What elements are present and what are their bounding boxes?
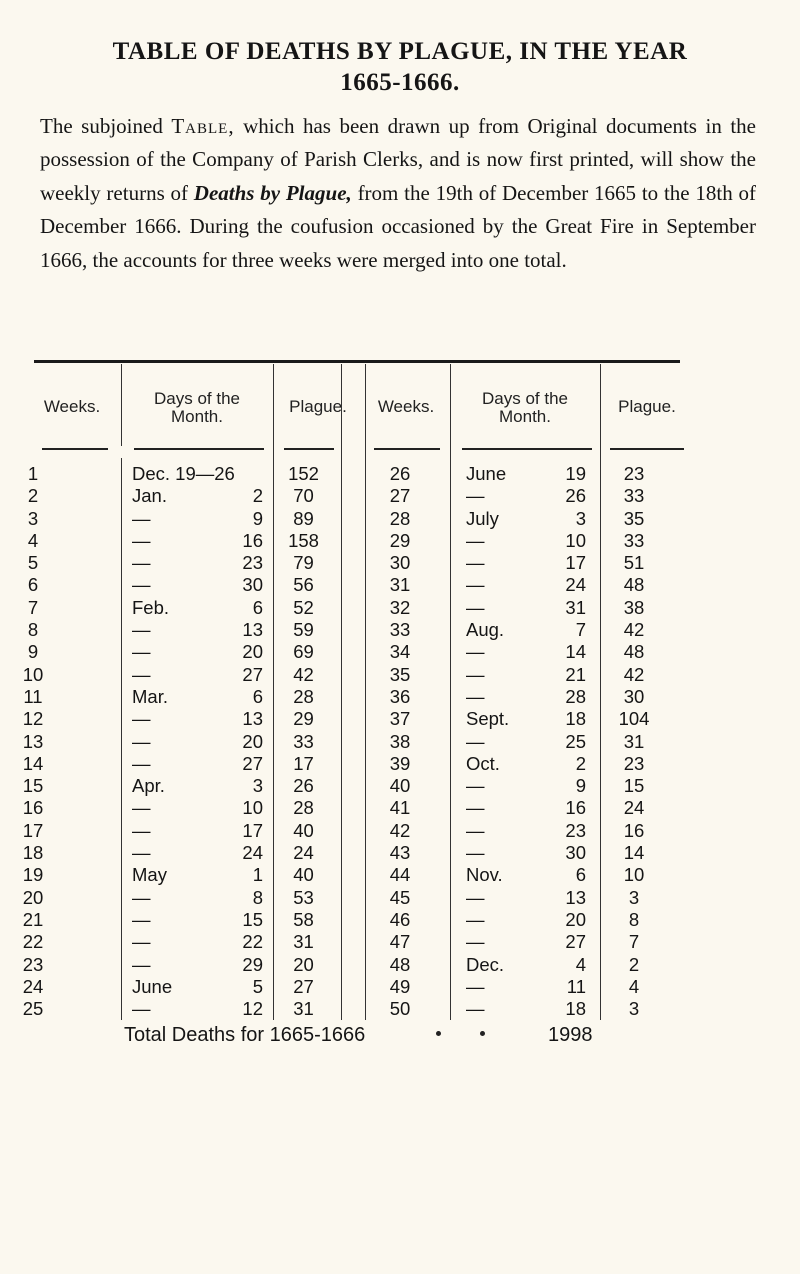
- header-weeks-right: Weeks.: [377, 397, 435, 416]
- plague-count: 30: [623, 685, 645, 707]
- week-number: 12: [22, 708, 44, 730]
- month-cell: Sept.: [466, 708, 510, 730]
- week-number: 21: [22, 908, 44, 930]
- day-cell: 19: [565, 463, 586, 484]
- column-plague-right: [606, 463, 662, 1020]
- month-cell: Jan.: [132, 485, 167, 507]
- week-number: 29: [389, 529, 411, 551]
- plague-count: 23: [623, 752, 645, 774]
- plague-count: 28: [293, 685, 314, 707]
- month-cell: —: [132, 574, 151, 596]
- column-weeks-left: [14, 463, 52, 1020]
- month-cell: —: [132, 886, 151, 908]
- day-cell: 17: [565, 552, 586, 574]
- month-cell: —: [132, 641, 151, 663]
- week-number: 48: [389, 953, 411, 975]
- day-cell: 27: [242, 663, 263, 685]
- plague-count: 69: [293, 641, 314, 663]
- month-cell: —: [466, 596, 485, 618]
- divider-1-top: [121, 364, 122, 446]
- day-cell: 30: [565, 842, 586, 864]
- day-cell: 20: [242, 730, 263, 752]
- header-plague-left: Plague.: [289, 397, 347, 416]
- month-cell: Dec. 19—26: [132, 463, 235, 484]
- plague-count: 29: [293, 708, 314, 730]
- plague-count: 40: [293, 819, 314, 841]
- week-number: 1: [27, 463, 39, 484]
- week-number: 5: [27, 552, 39, 574]
- day-cell: 31: [565, 596, 586, 618]
- month-cell: —: [132, 908, 151, 930]
- week-number: 36: [389, 685, 411, 707]
- plague-count: 42: [293, 663, 314, 685]
- intro-table-word: Table,: [171, 114, 235, 138]
- week-number: 9: [27, 641, 39, 663]
- month-cell: —: [466, 819, 485, 841]
- week-number: 16: [22, 797, 44, 819]
- day-cell: 14: [565, 641, 586, 663]
- week-number: 7: [27, 596, 39, 618]
- plague-count: 58: [293, 908, 314, 930]
- plague-count: 38: [623, 596, 645, 618]
- day-cell: 24: [242, 842, 263, 864]
- divider-5: [450, 364, 451, 1020]
- week-number: 37: [389, 708, 411, 730]
- week-number: 28: [389, 507, 411, 529]
- divider-1: [121, 458, 122, 1020]
- day-cell: 10: [565, 529, 586, 551]
- month-cell: —: [466, 842, 485, 864]
- day-cell: 11: [566, 975, 586, 997]
- month-cell: —: [132, 842, 151, 864]
- leader-dot: [480, 1031, 485, 1036]
- day-cell: 2: [252, 485, 263, 507]
- month-cell: —: [466, 775, 485, 797]
- day-cell: 17: [242, 819, 263, 841]
- month-cell: Aug.: [466, 619, 505, 641]
- leader-dot: [436, 1031, 441, 1036]
- month-cell: Dec.: [466, 953, 505, 975]
- week-number: 41: [389, 797, 411, 819]
- week-number: 26: [389, 463, 411, 484]
- month-cell: —: [466, 529, 485, 551]
- month-cell: —: [466, 975, 485, 997]
- plague-count: 16: [623, 819, 645, 841]
- intro-text-2: which has been drawn up from Original documents in the possession of the Company of Parish Clerks, and is now first printed, will show the weekly returns of: [40, 114, 757, 205]
- month-cell: Oct.: [466, 752, 500, 774]
- week-number: 15: [22, 775, 44, 797]
- week-number: 46: [389, 908, 411, 930]
- page-subtitle-years: 1665-1666.: [340, 69, 460, 96]
- column-day-right: [530, 463, 586, 1020]
- week-number: 3: [27, 507, 39, 529]
- plague-count: 79: [293, 552, 314, 574]
- day-cell: 3: [575, 507, 586, 529]
- week-number: 40: [389, 775, 411, 797]
- day-cell: 26: [565, 485, 586, 507]
- month-cell: —: [466, 685, 485, 707]
- intro-paragraph: [40, 110, 756, 277]
- day-cell: 23: [242, 552, 263, 574]
- plague-count: 10: [623, 864, 645, 886]
- header-days-line1: Days of the: [154, 389, 240, 408]
- plague-count: 40: [293, 864, 314, 886]
- day-cell: 4: [575, 953, 586, 975]
- plague-count: 42: [623, 619, 645, 641]
- day-cell: 16: [565, 797, 586, 819]
- day-cell: 10: [242, 797, 263, 819]
- week-number: 45: [389, 886, 411, 908]
- week-number: 14: [22, 752, 44, 774]
- month-cell: —: [466, 485, 485, 507]
- plague-count: 17: [293, 752, 314, 774]
- week-number: 18: [22, 842, 44, 864]
- month-cell: Nov.: [466, 864, 503, 886]
- week-number: 38: [389, 730, 411, 752]
- plague-count: 33: [623, 529, 645, 551]
- day-cell: 13: [565, 886, 586, 908]
- plague-count: 3: [628, 886, 640, 908]
- week-number: 30: [389, 552, 411, 574]
- plague-count: 24: [293, 842, 314, 864]
- day-cell: 23: [565, 819, 586, 841]
- day-cell: 1: [252, 864, 263, 886]
- week-number: 43: [389, 842, 411, 864]
- intro-text-3: from the 19th of December 1665 to the 18th of December 1666. During the coufusion occasioned by the Great Fire in September 1666, the accounts for three weeks were merged into one total.: [40, 180, 757, 272]
- plague-count: 89: [293, 507, 314, 529]
- divider-3: [341, 364, 342, 1020]
- header-underline: [462, 448, 592, 450]
- week-number: 13: [22, 730, 44, 752]
- header-plague-right: Plague.: [618, 397, 676, 416]
- divider-6: [600, 364, 601, 1020]
- month-cell: —: [132, 953, 151, 975]
- week-number: 24: [22, 975, 44, 997]
- month-cell: —: [132, 708, 151, 730]
- week-number: 32: [389, 596, 411, 618]
- plague-count: 33: [293, 730, 314, 752]
- plague-count: 31: [293, 931, 314, 953]
- plague-count: 31: [293, 998, 314, 1020]
- plague-count: 7: [628, 931, 640, 953]
- week-number: 47: [389, 931, 411, 953]
- week-number: 2: [27, 485, 39, 507]
- month-cell: —: [132, 730, 151, 752]
- day-cell: 9: [252, 507, 263, 529]
- plague-count: 35: [623, 507, 645, 529]
- header-underline: [134, 448, 264, 450]
- week-number: 4: [27, 529, 39, 551]
- header-underline: [42, 448, 108, 450]
- day-cell: 7: [575, 619, 586, 641]
- header-underline: [284, 448, 334, 450]
- plague-count: 53: [293, 886, 314, 908]
- month-cell: —: [132, 663, 151, 685]
- header-days-line2: Month.: [171, 407, 223, 426]
- month-cell: Feb.: [132, 596, 170, 618]
- column-plague-left: [276, 463, 331, 1020]
- week-number: 50: [389, 998, 411, 1020]
- week-number: 22: [22, 931, 44, 953]
- plague-count: 23: [623, 463, 645, 484]
- month-cell: —: [132, 998, 151, 1020]
- day-cell: 18: [565, 998, 586, 1020]
- day-cell: 2: [575, 752, 586, 774]
- week-number: 33: [389, 619, 411, 641]
- plague-count: 28: [293, 797, 314, 819]
- day-cell: 3: [252, 775, 263, 797]
- plague-count: 8: [628, 908, 640, 930]
- month-cell: June: [466, 463, 507, 484]
- month-cell: —: [466, 931, 485, 953]
- week-number: 34: [389, 641, 411, 663]
- week-number: 27: [389, 485, 411, 507]
- column-day-left: [210, 463, 263, 1020]
- day-cell: 16: [242, 529, 263, 551]
- week-number: 10: [22, 663, 44, 685]
- week-number: 42: [389, 819, 411, 841]
- plague-count: 52: [293, 596, 314, 618]
- month-cell: May: [132, 864, 167, 886]
- day-cell: 6: [252, 596, 263, 618]
- month-cell: —: [132, 752, 151, 774]
- day-cell: 29: [242, 953, 263, 975]
- header-underline: [374, 448, 440, 450]
- day-cell: 20: [565, 908, 586, 930]
- day-cell: 8: [252, 886, 263, 908]
- month-cell: —: [132, 619, 151, 641]
- intro-text-1: The subjoined: [40, 114, 172, 138]
- header-days-line2: Month.: [499, 407, 551, 426]
- plague-count: 59: [293, 619, 314, 641]
- month-cell: —: [466, 552, 485, 574]
- month-cell: July: [466, 507, 499, 529]
- month-cell: —: [132, 797, 151, 819]
- column-weeks-right: [372, 463, 428, 1020]
- day-cell: 27: [565, 931, 586, 953]
- day-cell: [210, 463, 263, 485]
- day-cell: 13: [242, 619, 263, 641]
- intro-italic: Deaths by Plague,: [193, 180, 352, 205]
- divider-2: [273, 364, 274, 1020]
- week-number: 19: [22, 864, 44, 886]
- month-cell: —: [466, 574, 485, 596]
- header-days-right: [450, 390, 600, 426]
- day-cell: 25: [565, 730, 586, 752]
- month-cell: June: [132, 975, 173, 997]
- month-cell: Mar.: [132, 685, 168, 707]
- plague-count: 48: [623, 574, 645, 596]
- month-cell: —: [466, 663, 485, 685]
- day-cell: 13: [242, 708, 263, 730]
- plague-count: 152: [288, 463, 319, 484]
- table-top-rule: [34, 360, 680, 363]
- day-cell: 28: [565, 685, 586, 707]
- total-label: Total Deaths for 1665-1666: [124, 1024, 366, 1046]
- header-days-left: [122, 390, 272, 426]
- plague-count: 20: [293, 953, 314, 975]
- plague-count: 70: [293, 485, 314, 507]
- month-cell: —: [466, 908, 485, 930]
- week-number: 6: [27, 574, 39, 596]
- day-cell: 21: [565, 663, 586, 685]
- day-cell: 18: [565, 708, 586, 730]
- month-cell: Apr.: [132, 775, 165, 797]
- day-cell: 22: [242, 931, 263, 953]
- header-weeks-left: Weeks.: [43, 397, 101, 416]
- week-number: 44: [389, 864, 411, 886]
- month-cell: —: [466, 730, 485, 752]
- day-cell: 12: [242, 998, 263, 1020]
- page-title: TABLE OF DEATHS BY PLAGUE, IN THE YEAR: [112, 38, 688, 65]
- plague-count: 158: [288, 529, 319, 551]
- plague-count: 33: [623, 485, 645, 507]
- month-cell: —: [132, 529, 151, 551]
- week-number: 17: [22, 819, 44, 841]
- day-cell: 30: [242, 574, 263, 596]
- week-number: 8: [27, 619, 39, 641]
- month-cell: —: [132, 507, 151, 529]
- month-cell: —: [132, 552, 151, 574]
- plague-count: 15: [623, 775, 645, 797]
- divider-4: [365, 364, 366, 1020]
- week-number: 35: [389, 663, 411, 685]
- week-number: 25: [22, 998, 44, 1020]
- month-cell: —: [132, 931, 151, 953]
- week-number: 49: [389, 975, 411, 997]
- plague-count: 48: [623, 641, 645, 663]
- header-underline: [610, 448, 684, 450]
- week-number: 23: [22, 953, 44, 975]
- day-cell: 24: [565, 574, 586, 596]
- day-cell: 5: [252, 975, 263, 997]
- plague-count: 24: [623, 797, 645, 819]
- week-number: 20: [22, 886, 44, 908]
- plague-count: 2: [628, 953, 640, 975]
- week-number: 39: [389, 752, 411, 774]
- day-cell: 9: [575, 775, 586, 797]
- plague-count: 26: [293, 775, 314, 797]
- total-value: 1998: [548, 1024, 593, 1046]
- plague-count: 31: [623, 730, 645, 752]
- month-cell: —: [466, 886, 485, 908]
- day-cell: 27: [242, 752, 263, 774]
- month-cell: —: [466, 797, 485, 819]
- month-cell: —: [466, 641, 485, 663]
- day-cell: 20: [242, 641, 263, 663]
- week-number: 11: [23, 685, 43, 707]
- day-cell: 15: [242, 908, 263, 930]
- plague-count: 14: [623, 842, 645, 864]
- plague-count: 27: [293, 975, 314, 997]
- plague-count: 4: [628, 975, 640, 997]
- day-cell: 6: [575, 864, 586, 886]
- week-number: 31: [389, 574, 411, 596]
- plague-count: 104: [618, 708, 650, 730]
- day-cell: 6: [252, 685, 263, 707]
- month-cell: —: [466, 998, 485, 1020]
- plague-count: 42: [623, 663, 645, 685]
- header-days-line1: Days of the: [482, 389, 568, 408]
- plague-count: 51: [623, 552, 645, 574]
- plague-count: 3: [628, 998, 640, 1020]
- month-cell: —: [132, 819, 151, 841]
- plague-count: 56: [293, 574, 314, 596]
